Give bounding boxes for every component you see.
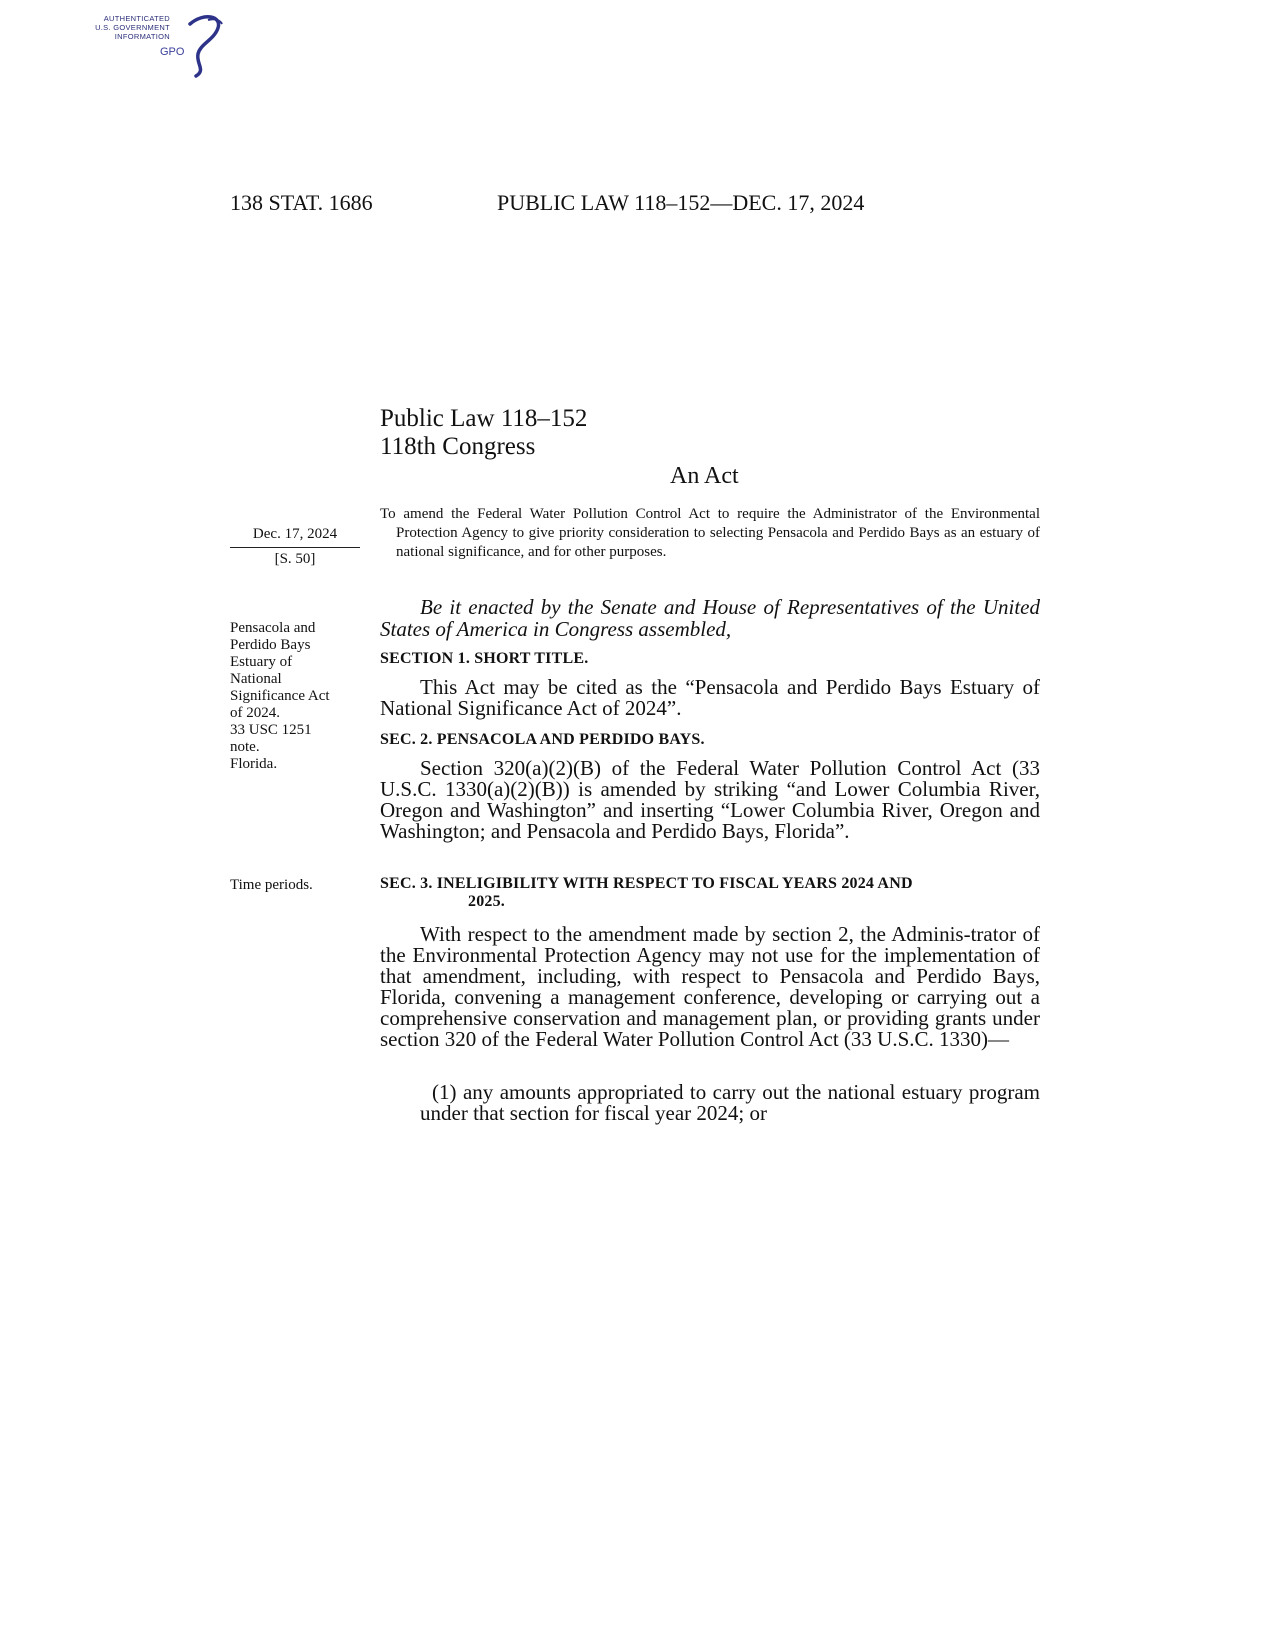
section-3-item-1: (1) any amounts appropriated to carry out the national estuary program under that section for fiscal year 2024; or [420,1080,1040,1125]
margin-note-line: Florida. [230,756,278,772]
section-3-heading [380,875,1040,911]
section-1-heading: SECTION 1. SHORT TITLE. [380,650,589,667]
margin-note-line: of 2024. [230,705,280,721]
public-law-number: Public Law 118–152 [380,405,588,432]
section-2-text: Section 320(a)(2)(B) of the Federal Water Pollution Control Act (33 U.S.C. 1330(a)(2)(B)) is amended by striking “and Lower Columbia River, Oregon and Washington” and inserting “Lower Columbia River, Oregon and Washington; and Pensacola and Perdido Bays, Florida”. [380,756,1040,843]
congress-number: 118th Congress [380,433,536,460]
logo-line: U.S. GOVERNMENT [95,23,170,32]
margin-note-line: Estuary of [230,654,293,670]
margin-note-line: Significance Act [230,688,330,704]
gpo-mark: GPO [160,46,185,58]
enacting-clause: Be it enacted by the Senate and House of Representatives of the United States of America in Congress assembled, [380,595,1040,641]
section-1-text: This Act may be cited as the “Pensacola and Perdido Bays Estuary of National Significance Act of 2024”. [380,675,1040,720]
bill-number: [S. 50] [274,551,316,567]
purpose-text [380,505,1040,562]
margin-note-line: Pensacola and [230,620,316,636]
margin-note-line: Perdido Bays [230,637,311,653]
purpose-paragraph: To amend the Federal Water Pollution Control Act to require the Administrator of the Environmental Protection Agency to give priority consideration to selecting Pensacola and Perdido Bays as an estuary of national significance, and for other purposes. [380,506,1040,560]
gpo-logo [90,10,230,80]
law-title-block [380,405,587,461]
section-2-heading: SEC. 2. PENSACOLA AND PERDIDO BAYS. [380,731,705,748]
enactment-date: Dec. 17, 2024 [252,526,338,542]
running-head-title: PUBLIC LAW 118–152—DEC. 17, 2024 [497,190,865,215]
section-3-heading-line-2: 2025. [468,893,505,910]
date-note [230,523,360,570]
an-act-heading: An Act [670,463,739,489]
gpo-authentication-text [95,14,170,41]
margin-note-line: 33 USC 1251 [230,722,312,738]
margin-note-line: note. [230,739,260,755]
section-3-text: With respect to the amendment made by section 2, the Adminis-trator of the Environmental Protection Agency may not use for the implementation of that amendment, including, with respect to Pensacola and Perdido Bays, Florida, convening a management conference, developing or carrying out a comprehensive conservation and management plan, or providing grants under section 320 of the Federal Water Pollution Control Act (33 U.S.C. 1330)— [380,922,1040,1051]
margin-note-time-periods: Time periods. [230,877,313,893]
section-3-heading-line-1: SEC. 3. INELIGIBILITY WITH RESPECT TO FISCAL YEARS 2024 AND [380,875,913,892]
logo-line: INFORMATION [114,32,170,41]
statute-page-number: 138 STAT. 1686 [230,190,373,215]
margin-note-short-title [230,620,330,773]
eagle-icon [170,10,230,80]
logo-line: AUTHENTICATED [103,14,170,23]
margin-note-line: National [230,671,282,687]
